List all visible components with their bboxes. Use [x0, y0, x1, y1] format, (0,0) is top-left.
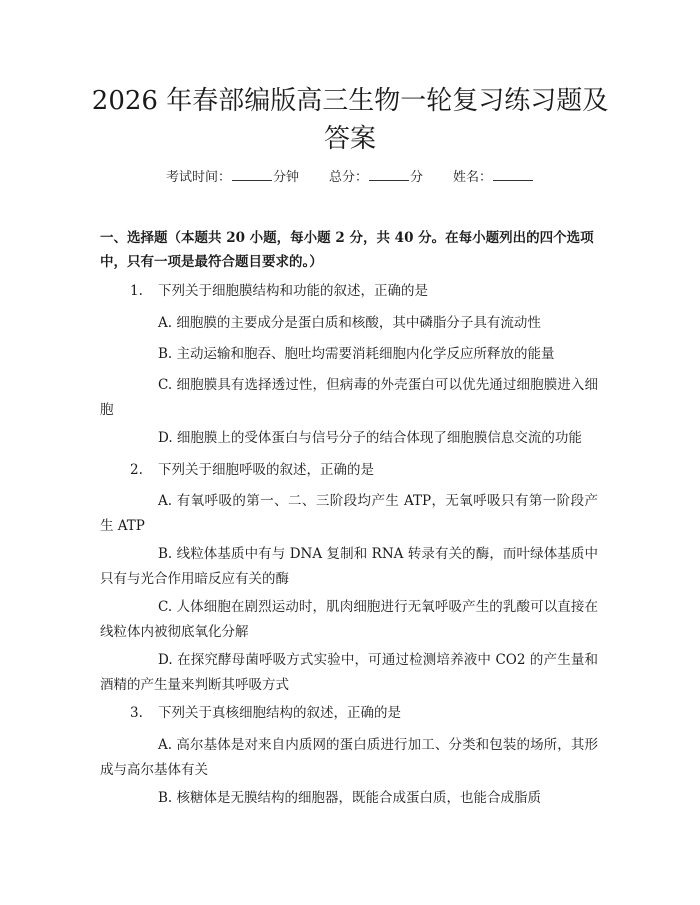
- question-2-option-b: B. 线粒体基质中有与 DNA 复制和 RNA 转录有关的酶，而叶绿体基质中只有与光合作用暗反应有关的酶: [100, 546, 598, 587]
- score-label: 总分：: [328, 170, 368, 185]
- question-1-option-c: C. 细胞膜具有选择透过性，但病毒的外壳蛋白可以优先通过细胞膜进入细胞: [100, 377, 598, 418]
- time-blank: [232, 166, 272, 181]
- question-1-option-a: A. 细胞膜的主要成分是蛋白质和核酸，其中磷脂分子具有流动性: [158, 315, 541, 331]
- score-unit: 分: [410, 170, 424, 185]
- document-title: 2026 年春部编版高三生物一轮复习练习题及答案: [91, 86, 609, 154]
- question-stem: 下列关于细胞膜结构和功能的叙述，正确的是: [158, 283, 428, 299]
- question-number: 3.: [130, 705, 143, 721]
- question-3: [130, 701, 600, 725]
- question-stem: 下列关于细胞呼吸的叙述，正确的是: [158, 462, 374, 478]
- question-1-option-d: D. 细胞膜上的受体蛋白与信号分子的结合体现了细胞膜信息交流的功能: [158, 430, 582, 446]
- question-1-option-b: B. 主动运输和胞吞、胞吐均需要消耗细胞内化学反应所释放的能量: [158, 346, 555, 362]
- question-2-option-a: A. 有氧呼吸的第一、二、三阶段均产生 ATP，无氧呼吸只有第一阶段产生 ATP: [100, 493, 598, 534]
- name-label: 姓名：: [453, 170, 493, 185]
- question-2: [130, 458, 600, 482]
- question-number: 1.: [130, 283, 143, 299]
- question-1: [130, 279, 600, 303]
- question-2-option-c: C. 人体细胞在剧烈运动时，肌肉细胞进行无氧呼吸产生的乳酸可以直接在线粒体内被彻底氧化分解: [100, 599, 598, 640]
- time-label: 考试时间：: [165, 170, 231, 185]
- time-unit: 分钟: [272, 170, 299, 185]
- question-3-option-a: A. 高尔基体是对来自内质网的蛋白质进行加工、分类和包装的场所，其形成与高尔基体有关: [100, 737, 598, 778]
- score-blank: [369, 166, 409, 181]
- exam-meta-line: [0, 166, 700, 189]
- question-3-option-b: B. 核糖体是无膜结构的细胞器，既能合成蛋白质，也能合成脂质: [158, 790, 542, 806]
- name-blank: [493, 166, 533, 181]
- question-stem: 下列关于真核细胞结构的叙述，正确的是: [158, 705, 401, 721]
- question-number: 2.: [130, 462, 143, 478]
- section-heading: 一、选择题（本题共 20 小题，每小题 2 分，共 40 分。在每小题列出的四个选项中，只有一项是最符合题目要求的。）: [100, 230, 594, 270]
- question-2-option-d: D. 在探究酵母菌呼吸方式实验中，可通过检测培养液中 CO2 的产生量和酒精的产生量来判断其呼吸方式: [100, 652, 598, 693]
